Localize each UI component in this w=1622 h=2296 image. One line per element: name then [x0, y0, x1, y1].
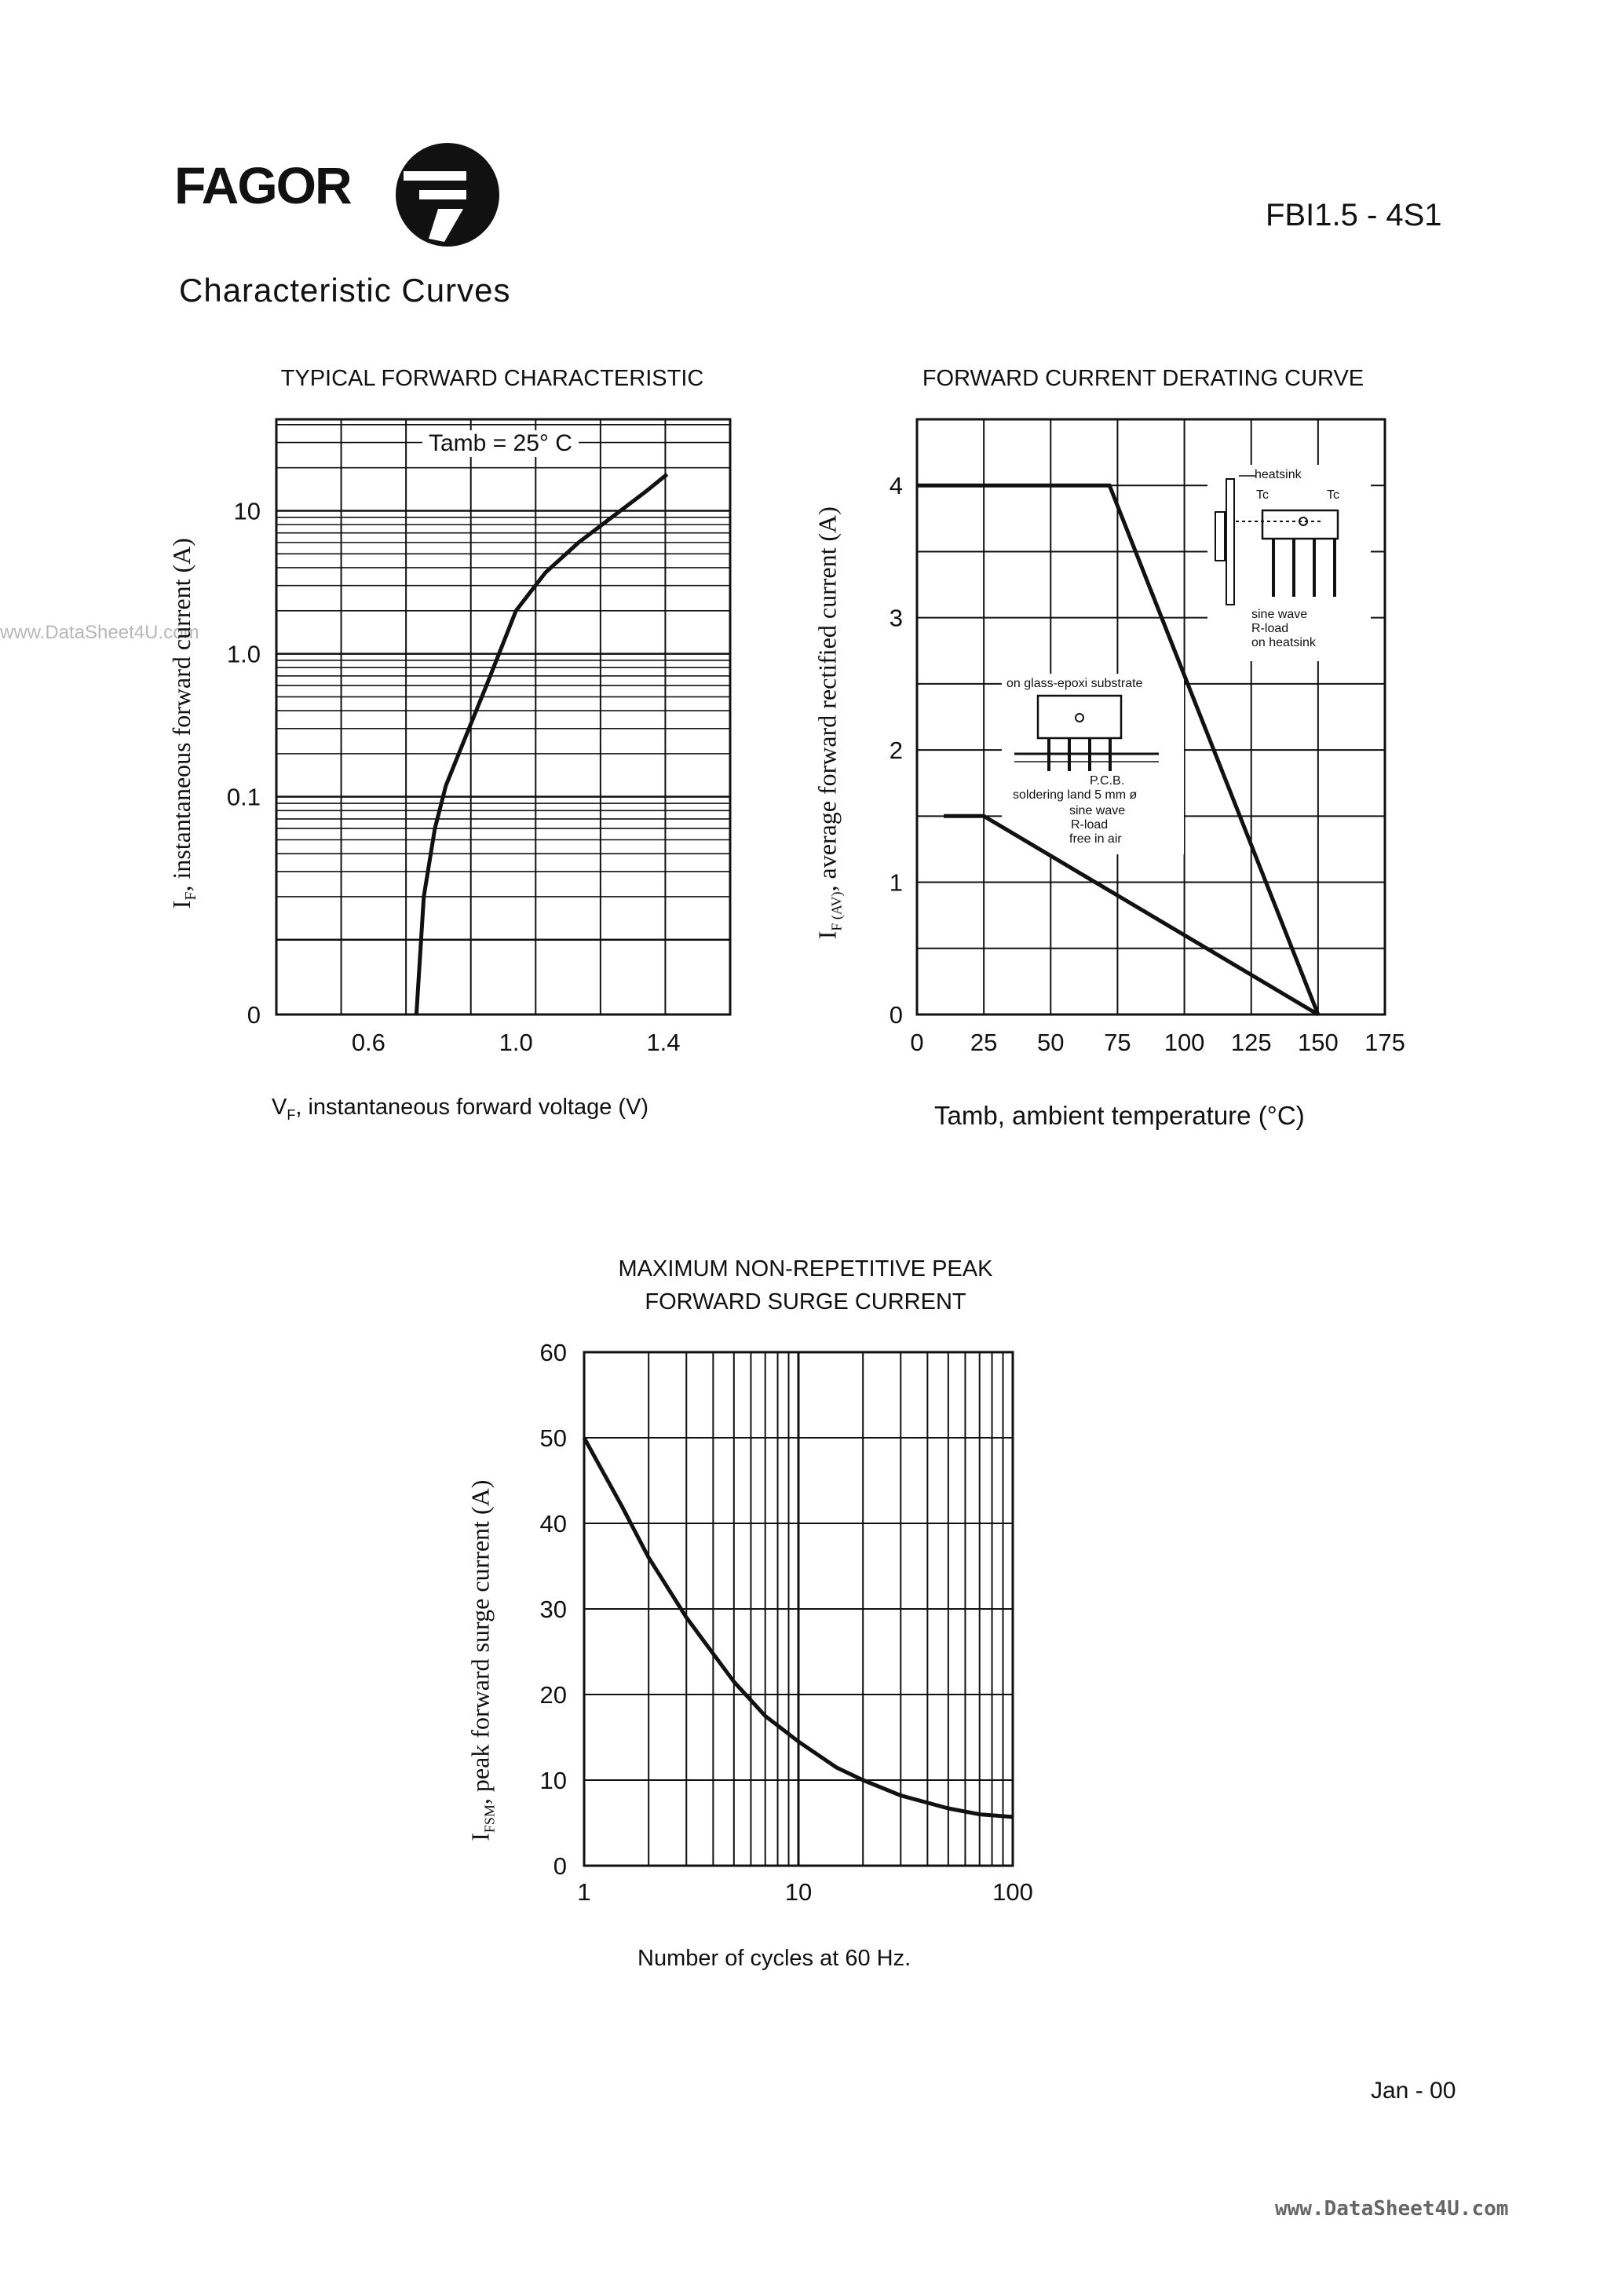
chart3-ylabel: $I_{FSM}$, peak forward surge current (A) [466, 1479, 498, 1841]
chart1-xlabel: $V_F$, instantaneous forward voltage (V) [272, 1095, 649, 1123]
inset-pcb-l3: sine wave [1069, 804, 1126, 817]
chart2-ytick: 2 [889, 737, 903, 765]
chart1-ytick: 0.1 [226, 783, 261, 811]
footer-date: Jan - 00 [1371, 2078, 1456, 2104]
inset-pcb-l1: P.C.B. [1090, 774, 1125, 788]
chart2-xtick: 75 [1104, 1029, 1131, 1056]
chart1-xtick: 0.6 [351, 1029, 385, 1056]
chart2-title: FORWARD CURRENT DERATING CURVE [922, 366, 1364, 391]
chart2-xtick: 100 [1164, 1029, 1205, 1056]
part-number: FBI1.5 - 4S1 [1266, 198, 1442, 232]
chart3-ytick: 50 [539, 1424, 567, 1452]
chart3-ytick: 60 [539, 1339, 567, 1366]
chart2-xtick: 0 [910, 1029, 924, 1056]
inset-pcb-l4: R-load [1071, 818, 1109, 832]
chart3-xtick: 10 [784, 1878, 813, 1906]
inset-heatsink-title: heatsink [1255, 468, 1302, 481]
chart3-xlabel: Number of cycles at 60 Hz. [637, 1946, 911, 1971]
chart1-ytick: 0 [247, 1001, 261, 1029]
inset-heatsink-l1: sine wave [1251, 608, 1308, 621]
chart3-ytick: 30 [539, 1596, 567, 1623]
inset-heatsink-l3: on heatsink [1251, 636, 1316, 649]
chart2-ytick: 1 [889, 868, 903, 897]
chart2-xlabel: Tamb, ambient temperature (°C) [934, 1101, 1305, 1130]
chart3-title-line2: FORWARD SURGE CURRENT [645, 1289, 966, 1314]
section-title: Characteristic Curves [179, 272, 511, 309]
inset-pcb-l2: soldering land 5 mm ø [1013, 788, 1138, 802]
chart3-ytick: 40 [539, 1510, 567, 1537]
chart2-ylabel: $I_{F (AV)}$, average forward rectified current (A) [813, 506, 845, 940]
chart1-xtick: 1.4 [646, 1029, 681, 1056]
chart1-ylabel: $I_F$, instantaneous forward current (A) [166, 538, 200, 909]
chart2-xtick: 125 [1230, 1029, 1272, 1056]
chart1-title: TYPICAL FORWARD CHARACTERISTIC [280, 366, 704, 391]
chart3-ytick: 0 [553, 1852, 567, 1880]
watermark-right: www.DataSheet4U.com [1275, 2197, 1509, 2221]
chart2-ytick: 4 [889, 472, 903, 500]
chart3-xtick: 100 [992, 1878, 1033, 1906]
inset-heatsink-l2: R-load [1251, 622, 1289, 635]
inset-tc1: Tc [1256, 488, 1269, 502]
chart2-xtick: 50 [1037, 1029, 1065, 1056]
chart1-annotation: Tamb = 25° C [422, 430, 579, 457]
chart2-xtick: 25 [970, 1029, 998, 1056]
chart3-title-line1: MAXIMUM NON-REPETITIVE PEAK [618, 1256, 993, 1281]
chart2-ytick: 3 [889, 604, 903, 632]
chart1-ytick: 10 [233, 497, 261, 525]
chart2-xtick: 150 [1297, 1029, 1339, 1056]
inset-tc2: Tc [1327, 488, 1339, 502]
inset-pcb-l5: free in air [1069, 832, 1122, 846]
inset-pcb-title: on glass-epoxi substrate [1006, 677, 1143, 690]
chart3-xtick: 1 [577, 1878, 591, 1906]
chart2-ytick: 0 [889, 1001, 903, 1029]
chart3-ytick: 20 [539, 1681, 567, 1709]
chart1-ytick: 1.0 [226, 640, 261, 668]
watermark-left: www.DataSheet4U.com [0, 622, 199, 643]
chart2-xtick: 175 [1364, 1029, 1405, 1056]
chart3-ytick: 10 [539, 1767, 567, 1794]
chart1-xtick: 1.0 [499, 1029, 533, 1056]
brand-logo-text: FAGOR [174, 156, 351, 214]
